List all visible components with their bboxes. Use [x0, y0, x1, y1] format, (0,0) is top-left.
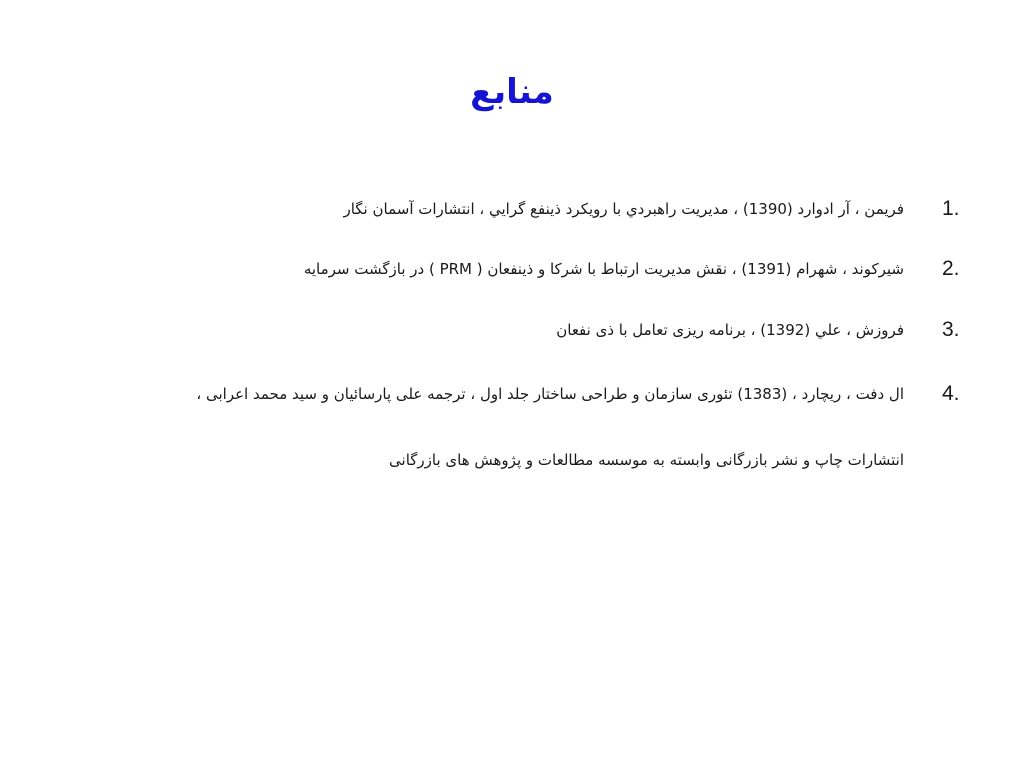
reference-4-continuation: انتشارات چاپ و نشر بازرگانی وابسته به موسسه مطالعات و پژوهش های بازرگانی — [389, 451, 904, 469]
reference-2-text: شيرکوند ، شهرام (1391) ، نقش مديريت ارتباط با شرکا و ذينفعان ( PRM ) در بازگشت سرمايه — [303, 260, 904, 278]
reference-number-2: 2. — [942, 257, 960, 280]
reference-4-text: ال دفت ، ريچارد ، (1383) تئوری سازمان و طراحی ساختار جلد اول ، ترجمه علی پارسائيان و سيد محمد اعرابی ، — [196, 385, 904, 403]
reference-1-text: فريمن ، آر ادوارد (1390) ، مديريت راهبردي با رويکرد ذينفع گرايي ، انتشارات آسمان نگار — [343, 200, 904, 218]
reference-number-4: 4. — [942, 382, 960, 405]
reference-3-text: فروزش ، علي (1392) ، برنامه ريزی تعامل با ذی نفعان — [556, 321, 904, 339]
slide-title: منابع — [470, 72, 554, 112]
reference-number-1: 1. — [942, 197, 960, 220]
reference-number-3: 3. — [942, 318, 960, 341]
